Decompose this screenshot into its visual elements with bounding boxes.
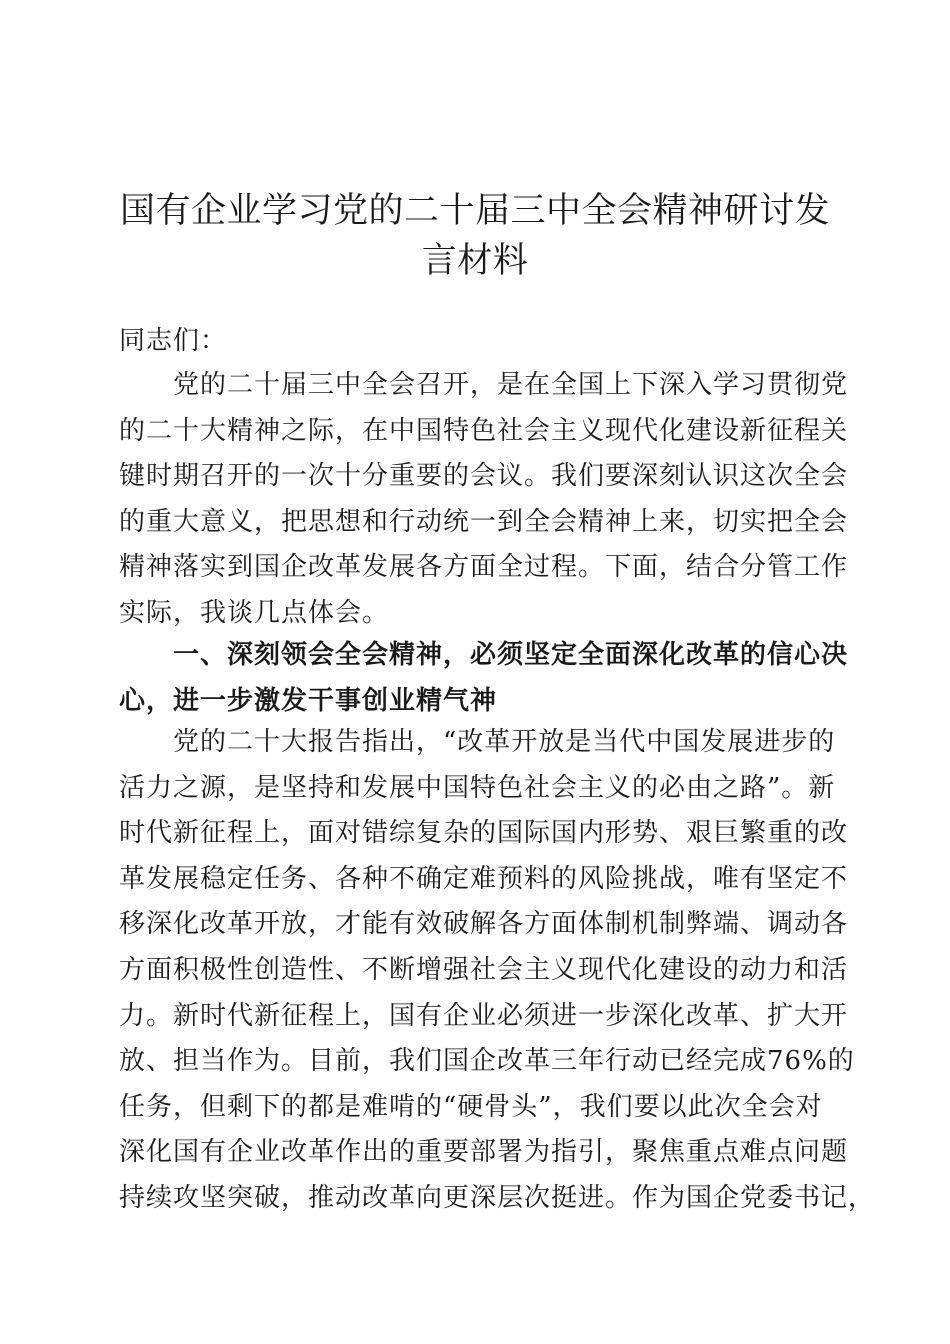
paragraph-line: 移深化改革开放，才能有效破解各方面体制机制弊端、调动各 <box>119 909 849 940</box>
paragraph-line: 放、担当作为。目前，我们国企改革三年行动已经完成76%的 <box>119 1046 855 1077</box>
paragraph-line: 任务，但剩下的都是难啃的“硬骨头”，我们要以此次全会对 <box>119 1091 823 1122</box>
paragraph-line: 的二十大精神之际，在中国特色社会主义现代化建设新征程关 <box>119 415 849 446</box>
paragraph-line: 党的二十届三中全会召开，是在全国上下深入学习贯彻党 <box>173 370 849 400</box>
paragraph-line: 实际，我谈几点体会。 <box>119 597 390 628</box>
paragraph-line: 精神落实到国企改革发展各方面全过程。下面，结合分管工作 <box>119 552 849 583</box>
paragraph-line: 方面积极性创造性、不断增强社会主义现代化建设的动力和活 <box>119 954 849 985</box>
paragraph-line: 时代新征程上，面对错综复杂的国际国内形势、艰巨繁重的改 <box>119 818 849 849</box>
intro-paragraph <box>119 363 849 637</box>
section-paragraph <box>119 720 876 1222</box>
paragraph-line: 活力之源，是坚持和发展中国特色社会主义的必由之路”。新 <box>119 772 836 803</box>
paragraph-line: 力。新时代新征程上，国有企业必须进一步深化改革、扩大开 <box>119 1000 849 1031</box>
paragraph-line: 持续攻坚突破，推动改革向更深层次挺进。作为国企党委书记， <box>119 1182 876 1213</box>
document-title <box>100 186 850 286</box>
paragraph-line: 革发展稳定任务、各种不确定难预料的风险挑战，唯有坚定不 <box>119 863 849 894</box>
paragraph-line: 的重大意义，把思想和行动统一到全会精神上来，切实把全会 <box>119 506 849 537</box>
heading-line: 一、深刻领会全会精神，必须坚定全面深化改革的信心决 <box>173 640 849 670</box>
salutation-text: 同志们： <box>119 326 228 356</box>
section-heading <box>119 633 849 724</box>
paragraph-line: 党的二十大报告指出，“改革开放是当代中国发展进步的 <box>173 727 836 757</box>
paragraph-line: 深化国有企业改革作出的重要部署为指引，聚焦重点难点问题 <box>119 1137 849 1168</box>
title-line: 言材料 <box>421 241 529 281</box>
heading-line: 心，进一步激发干事创业精气神 <box>119 685 498 716</box>
salutation <box>119 319 835 365</box>
title-line: 国有企业学习党的二十届三中全会精神研讨发 <box>119 191 830 231</box>
paragraph-line: 键时期召开的一次十分重要的会议。我们要深刻认识这次全会 <box>119 461 849 492</box>
